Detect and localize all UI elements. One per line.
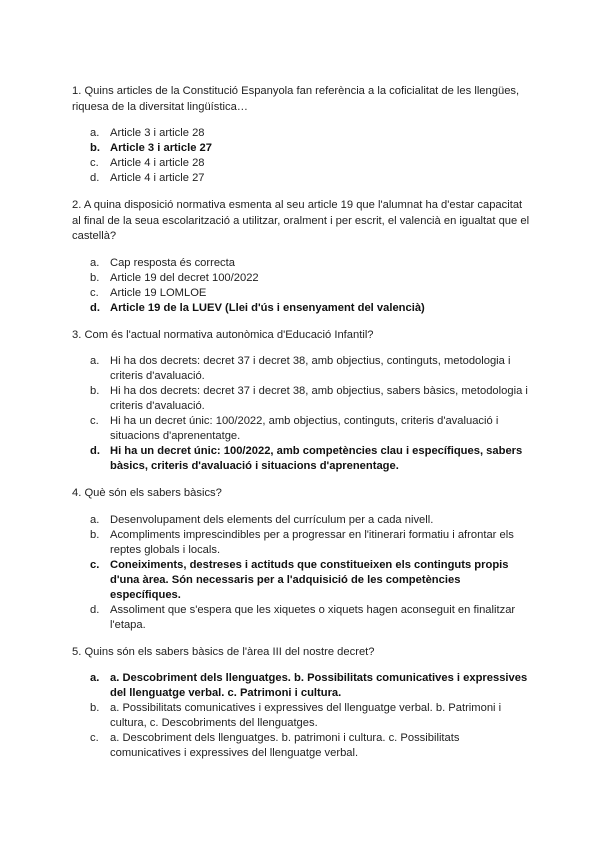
correct-answer-option xyxy=(72,671,532,701)
option-letter: c. xyxy=(90,286,99,299)
answer-option xyxy=(72,414,532,444)
option-text: a. Possibilitats comunicatives i expressives del llenguatge verbal. b. Patrimoni i cultura, c. Descobriments del llenguatges. xyxy=(110,702,502,729)
option-text: Article 19 del decret 100/2022 xyxy=(110,271,259,284)
question-text: 4. Què són els sabers bàsics? xyxy=(72,487,222,499)
option-letter: a. xyxy=(90,513,100,526)
answer-option xyxy=(72,256,532,271)
option-letter: a. xyxy=(90,672,100,684)
option-text: Hi ha un decret únic: 100/2022, amb objectius, continguts, criteris d'avaluació i situacions d'aprenentatge. xyxy=(110,415,499,442)
option-letter: b. xyxy=(90,702,100,714)
option-text: Article 4 i article 27 xyxy=(110,172,205,184)
option-letter: d. xyxy=(90,301,100,314)
correct-answer-option xyxy=(72,301,532,316)
answer-option xyxy=(72,528,532,558)
option-text: Acompliments imprescindibles per a progressar en l'itinerari formatiu i afrontar els reptes globals i locals. xyxy=(110,528,514,556)
answer-option xyxy=(72,271,532,286)
question-text: 1. Quins articles de la Constitució Espanyola fan referència a la coficialitat de les llengües, riquesa de la diversitat lingüística… xyxy=(72,85,520,113)
question-text: 2. A quina disposició normativa esmenta al seu article 19 que l'alumnat ha d'estar capacitat al final de la seua escolarització a utilitzar, oralment i per escrit, el valencià en igualtat que el castellà? xyxy=(72,199,530,242)
answer-option xyxy=(72,156,532,171)
option-letter: b. xyxy=(90,142,100,154)
option-text: Cap resposta és correcta xyxy=(110,256,235,269)
option-letter: c. xyxy=(90,558,100,571)
answer-options-list xyxy=(72,671,532,761)
option-text: Article 4 i article 28 xyxy=(110,157,205,169)
option-text: Hi ha dos decrets: decret 37 i decret 38, amb objectius, sabers bàsics, metodologia i criteris d'avaluació. xyxy=(110,385,528,412)
option-letter: a. xyxy=(90,127,100,139)
answer-option xyxy=(72,286,532,301)
option-text: Hi ha un decret únic: 100/2022, amb competències clau i específiques, sabers bàsics, criteris d'avaluació i situacions d'aprenentage. xyxy=(110,445,523,472)
option-letter: a. xyxy=(90,256,100,269)
option-text: Article 19 de la LUEV (Llei d'ús i ensenyament del valencià) xyxy=(110,301,425,314)
option-letter: d. xyxy=(90,603,100,616)
answer-option xyxy=(72,701,532,731)
option-text: a. Descobriment dels llenguatges. b. Possibilitats comunicatives i expressives del llenguatge verbal. c. Patrimoni i cultura. xyxy=(110,672,528,699)
answer-option xyxy=(72,513,532,528)
option-letter: b. xyxy=(90,528,100,541)
option-letter: c. xyxy=(90,732,99,744)
answer-options-list xyxy=(72,126,532,186)
option-text: Assoliment que s'espera que les xiquetes o xiquets hagen aconseguit en finalitzar l'etapa. xyxy=(110,603,516,631)
answer-options-list xyxy=(72,513,532,633)
answer-option xyxy=(72,384,532,414)
answer-options-list xyxy=(72,256,532,316)
quiz-document xyxy=(72,84,532,773)
option-text: a. Descobriment dels llenguatges. b. patrimoni i cultura. c. Possibilitats comunicatives i expressives del llenguatge verbal. xyxy=(110,732,460,759)
answer-option xyxy=(72,731,532,761)
option-letter: d. xyxy=(90,445,100,457)
correct-answer-option xyxy=(72,141,532,156)
option-letter: c. xyxy=(90,157,99,169)
question-text: 5. Quins són els sabers bàsics de l'àrea III del nostre decret? xyxy=(72,645,375,658)
question-text: 3. Com és l'actual normativa autonòmica d'Educació Infantil? xyxy=(72,328,374,341)
option-letter: a. xyxy=(90,355,100,367)
option-text: Article 3 i article 27 xyxy=(110,142,212,154)
option-text: Article 19 LOMLOE xyxy=(110,286,207,299)
answer-option xyxy=(72,126,532,141)
answer-options-list xyxy=(72,354,532,474)
option-letter: b. xyxy=(90,385,100,397)
option-text: Article 3 i article 28 xyxy=(110,127,205,139)
option-letter: c. xyxy=(90,415,99,427)
correct-answer-option xyxy=(72,558,532,603)
answer-option xyxy=(72,171,532,186)
correct-answer-option xyxy=(72,444,532,474)
option-text: Coneiximents, destreses i actituds que constitueixen els continguts propis d'una àrea. Són necessaris per a l'adquisició de les competències específiques. xyxy=(110,558,509,601)
option-text: Desenvolupament dels elements del currículum per a cada nivell. xyxy=(110,513,434,526)
option-letter: d. xyxy=(90,172,100,184)
option-text: Hi ha dos decrets: decret 37 i decret 38, amb objectius, continguts, metodologia i criteris d'avaluació. xyxy=(110,355,511,382)
answer-option xyxy=(72,354,532,384)
option-letter: b. xyxy=(90,271,100,284)
answer-option xyxy=(72,603,532,633)
